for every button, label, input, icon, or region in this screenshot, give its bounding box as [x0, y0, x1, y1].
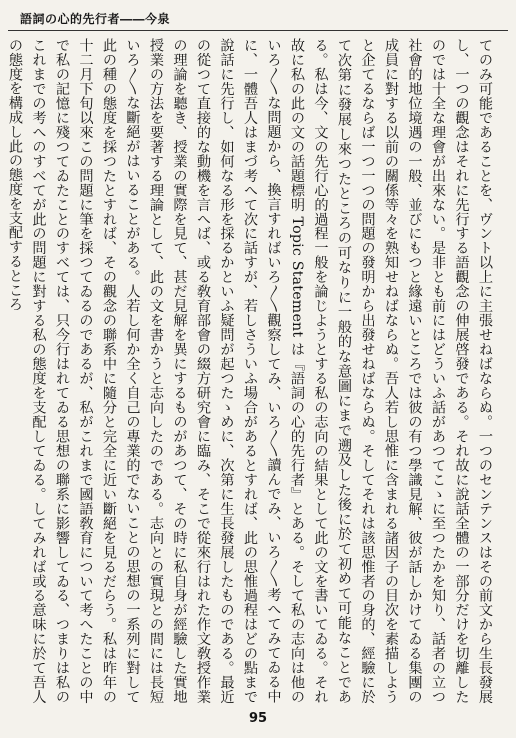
- running-head: 語詞の心的先行者――今泉: [20, 12, 171, 26]
- header-rule: [8, 30, 508, 31]
- page-number: 95: [248, 711, 268, 726]
- body-text-block: [7, 38, 496, 704]
- body-paragraph: てのみ可能であることを、ヴント以上に主張せねばならぬ。一つのセンテンスはその前文から生長發展し、一つの觀念はそれに先行する語觀念の伸展啓發である。それ故に說話全體の一部分だけを切離したのでは十全な理會が出來ない。是非とも前にはどういふ話があつてこゝに至つたかを知り、話者の立つ社會的地位境遇の一般、並びにもつと緣遠いところでは彼の有つ學識見解、彼が話しかけてゐる集團の成員に對する以前の關係等々を熟知せねばならぬ。吾人若し思惟に含まれる諸因子の目次を素描しようと企てるならば一つ一つの問題の發明から出發せねばならぬ。そしてそれは該思惟者の身的、經驗に於て次第に發展し來つたところの可なりに一般的な意圖にまで遡及した後に於て初めて可能なことである。私は今、文の先行心的過程一般を論じようとする私の志向の結果として此の文を書いてゐる。それ故に私の此の文の話題標明 Topic Statement は『語詞の心的先行者』とある。そして私の志向は他のいろ〳〵な問題から、換言すればいろ〳〵觀察してみ、いろ〳〵讀んでみ、いろ〳〵考へてみてゐる中に、一體吾人はまづ考へて次に話すが、若しさういふ場合があるとすれば、此の思惟過程はどの點まで說話に先行し、如何なる形を採るかといふ疑問が起つたゝめに、次第に生長發展したものである。最近の從つて直接的な動機を言へば、或る敎育部會の綴方研究會に臨み、そこで從來行はれた作文敎授作業の理論を聽き、授業の實際を見て、甚だ見解を異にするものがあつて、その時に私自身が經驗した實地授業の方法を要著する理論として、此の文を書かうと志向したのである。志向との實現との間には長短いろ〳〵な斷絕がはいることがある。人若し何か全く自己の專業的でないことの思想の一系列に對して此の種の態度を採つたとすれば、その觀念の聯系中に隨分と完全に近い斷絕を見るだらう。私は昨年の十二月下旬以來この問題に筆を採つてゐるのであるが、私がこれまで國語敎育について考へたことの中で私の記憶に殘つてゐたことのすべては、只今行はれてゐる思想の聯系に影響してゐる、つまりは私のこれまでの考へのすべてが此の問題に對する私の態度を支配してゐる。してみれば或る意味に於て吾人の態度を構成し此の態度を支配するところ: [7, 38, 493, 704]
